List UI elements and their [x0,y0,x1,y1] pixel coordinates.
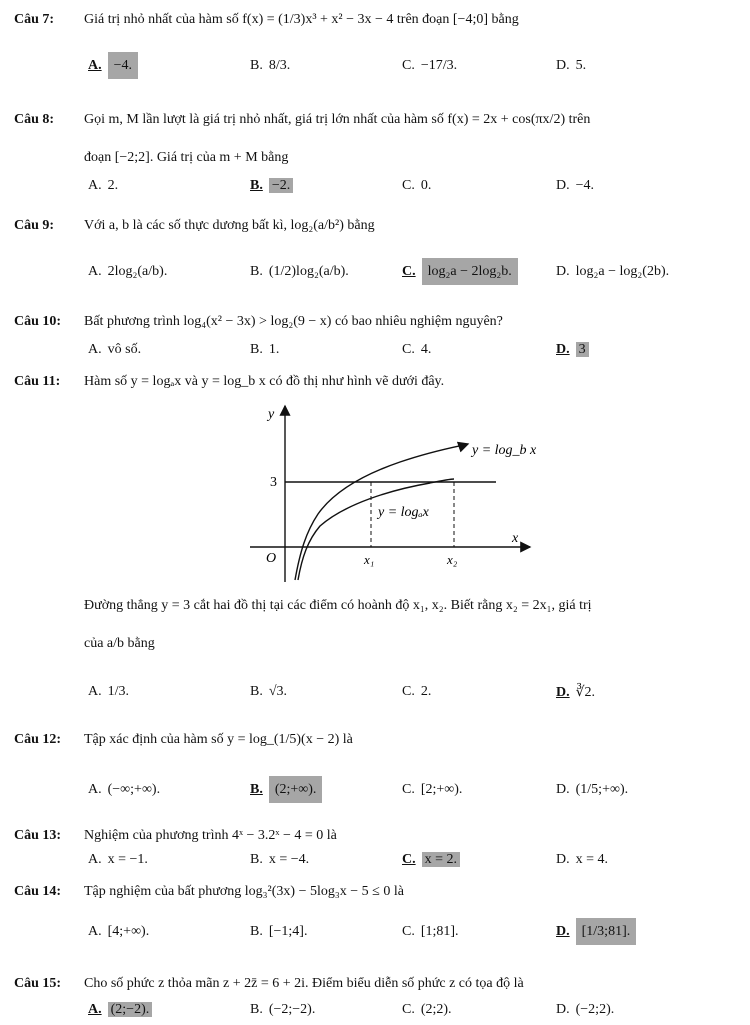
option-d[interactable]: D. (1/5;+∞). [556,782,629,797]
option-a[interactable]: A. (2;−2). [88,1002,152,1018]
question-text-2: đoạn [−2;2]. Giá trị của m + M bằng [84,150,289,165]
question-number: Câu 7: [14,12,55,27]
option-d[interactable]: D. −4. [556,178,595,193]
curve-b-label: y = log_b x [472,443,537,458]
question-text: Tập xác định của hàm số y = log_(1/5)(x − 2) là [84,732,353,747]
option-c[interactable]: C. 2. [402,684,432,699]
option-a[interactable]: A. [4;+∞). [88,924,150,939]
option-b[interactable]: B. x = −4. [250,852,310,867]
option-d[interactable]: D. ∛2. [556,685,596,700]
option-b[interactable]: B. 8/3. [250,58,291,73]
option-c[interactable]: C. x = 2. [402,852,460,868]
option-d[interactable]: D. (−2;2). [556,1002,615,1017]
origin-label: O [266,551,277,566]
question-text: Bất phương trình log₄(x² − 3x) > log₂(9 − x) có bao nhiêu nghiệm nguyên? [84,314,503,329]
option-b[interactable]: B. −2. [250,178,293,194]
option-c[interactable]: C. [2;+∞). [402,782,463,797]
question-number: Câu 14: [14,884,62,899]
option-c[interactable]: C. −17/3. [402,58,458,73]
question-number: Câu 11: [14,374,61,389]
option-b[interactable]: B. 1. [250,342,280,357]
option-c[interactable]: C. (2;2). [402,1002,452,1017]
question-text: Gọi m, M lần lượt là giá trị nhỏ nhất, giá trị lớn nhất của hàm số f(x) = 2x + cos(πx/2) trên [84,112,591,127]
question-text-2: Đường thẳng y = 3 cắt hai đồ thị tại các điểm có hoành độ x₁, x₂. Biết rằng x₂ = 2x₁, giá trị [84,598,592,613]
y-axis-label: y [268,407,275,422]
option-d[interactable]: D. log₂a − log₂(2b). [556,264,670,279]
option-d[interactable]: D. x = 4. [556,852,609,867]
question-number: Câu 8: [14,112,55,127]
question-text: Cho số phức z thỏa mãn z + 2z̄ = 6 + 2i. Điểm biểu diễn số phức z có tọa độ là [84,976,524,991]
option-a[interactable]: A. vô số. [88,342,142,357]
question-number: Câu 15: [14,976,62,991]
curve-a-label: y = logₐx [378,505,429,520]
option-c[interactable]: C. log₂a − 2log₂b. [402,264,518,280]
question-text: Nghiệm của phương trình 4ˣ − 3.2ˣ − 4 = 0 là [84,828,337,843]
option-c[interactable]: C. [1;81]. [402,924,459,939]
option-b[interactable]: B. √3. [250,684,288,699]
x1-label: x₁ [364,552,375,567]
question-text-3: của a/b bằng [84,636,155,651]
option-b[interactable]: B. (1/2)log₂(a/b). [250,264,349,279]
option-b[interactable]: B. (−2;−2). [250,1002,316,1017]
question-text: Giá trị nhỏ nhất của hàm số f(x) = (1/3)x³ + x² − 3x − 4 trên đoạn [−4;0] bằng [84,12,519,27]
option-a[interactable]: A. −4. [88,58,138,74]
option-b[interactable]: B. [−1;4]. [250,924,308,939]
x2-label: x₂ [447,552,458,567]
option-a[interactable]: A. x = −1. [88,852,148,867]
option-d[interactable]: D. 5. [556,58,587,73]
option-d[interactable]: D. [1/3;81]. [556,924,636,940]
option-c[interactable]: C. 0. [402,178,432,193]
option-b[interactable]: B. (2;+∞). [250,782,322,798]
question-number: Câu 13: [14,828,62,843]
option-a[interactable]: A. (−∞;+∞). [88,782,161,797]
option-d[interactable]: D. 3 [556,342,589,358]
curve-log-a [298,479,454,580]
question-text: Tập nghiệm của bất phương log₃²(3x) − 5log₃x − 5 ≤ 0 là [84,884,404,899]
tick-3-label: 3 [270,475,277,490]
question-text: Hàm số y = logₐx và y = log_b x có đồ thị như hình vẽ dưới đây. [84,374,445,389]
option-a[interactable]: A. 1/3. [88,684,130,699]
option-a[interactable]: A. 2. [88,178,119,193]
question-number: Câu 10: [14,314,62,329]
option-a[interactable]: A. 2log₂(a/b). [88,264,168,279]
question-number: Câu 12: [14,732,62,747]
log-graph [240,392,540,592]
option-c[interactable]: C. 4. [402,342,432,357]
question-number: Câu 9: [14,218,55,233]
x-axis-label: x [512,531,519,546]
question-text: Với a, b là các số thực dương bất kì, log₂(a/b²) bằng [84,218,375,233]
